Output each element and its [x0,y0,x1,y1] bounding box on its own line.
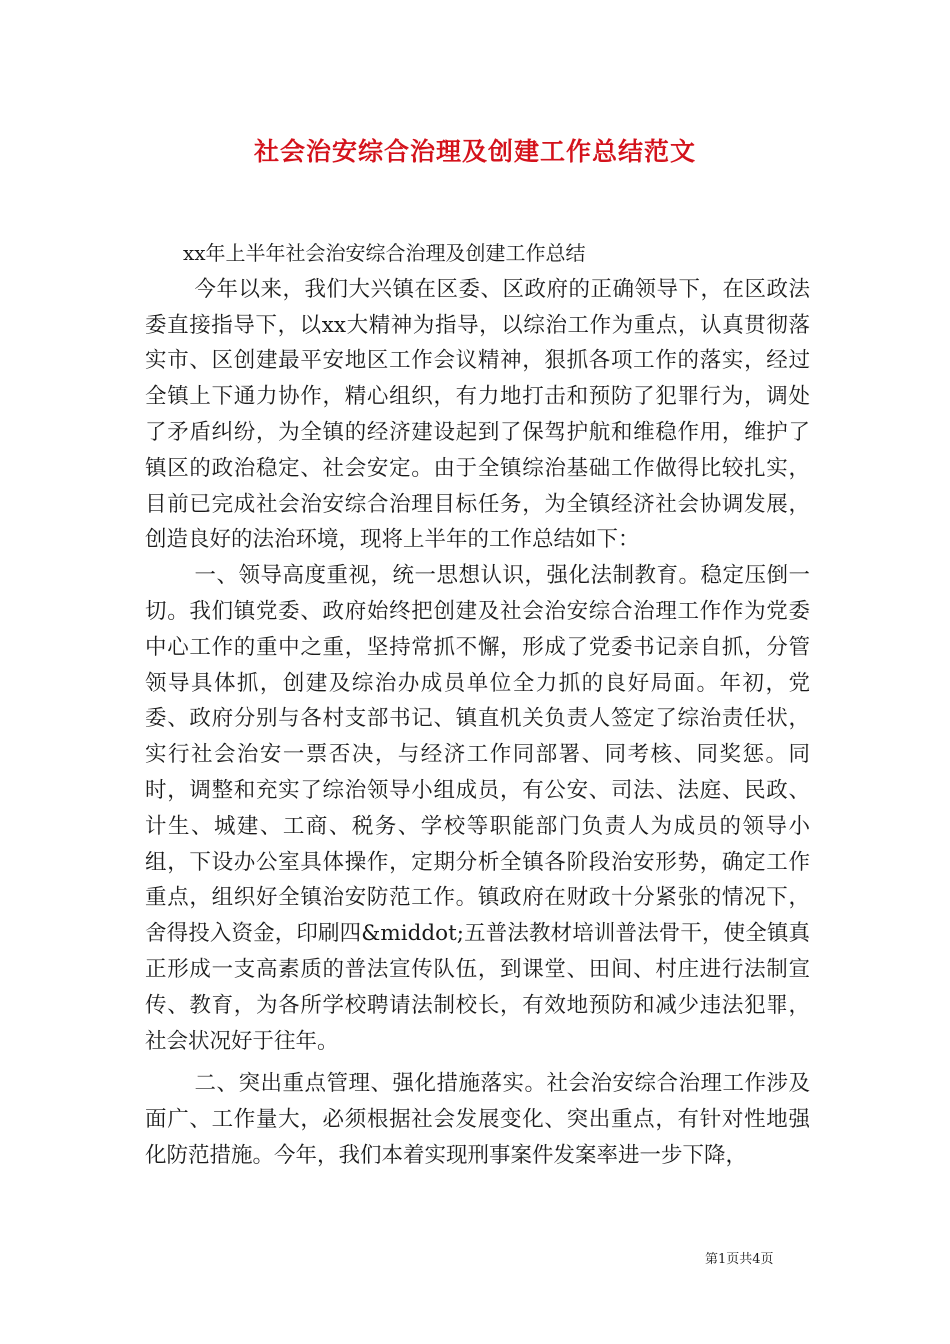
paragraph-intro: 今年以来，我们大兴镇在区委、区政府的正确领导下，在区政法委直接指导下，以xx大精神为指导，以综治工作为重点，认真贯彻落实市、区创建最平安地区工作会议精神，狠抓各项工作的落实，经过全镇上下通力协作，精心组织，有力地打击和预防了犯罪行为，调处了矛盾纠纷，为全镇的经济建设起到了保驾护航和维稳作用，维护了镇区的政治稳定、社会安定。由于全镇综治基础工作做得比较扎实，目前已完成社会治安综合治理目标任务，为全镇经济社会协调发展，创造良好的法治环境，现将上半年的工作总结如下： [145,276,810,553]
paragraph-section-one: 一、领导高度重视，统一思想认识，强化法制教育。稳定压倒一切。我们镇党委、政府始终把创建及社会治安综合治理工作作为党委中心工作的重中之重，坚持常抓不懈，形成了党委书记亲自抓，分管领导具体抓，创建及综治办成员单位全力抓的良好局面。年初，党委、政府分别与各村支部书记、镇直机关负责人签定了综治责任状，实行社会治安一票否决，与经济工作同部署、同考核、同奖惩。同时，调整和充实了综治领导小组成员，有公安、司法、法庭、民政、计生、城建、工商、税务、学校等职能部门负责人为成员的领导小组，下设办公室具体操作，定期分析全镇各阶段治安形势，确定工作重点，组织好全镇治安防范工作。镇政府在财政十分紧张的情况下，舍得投入资金，印刷四&middot;五普法教材培训普法骨干，使全镇真正形成一支高素质的普法宣传队伍，到课堂、田间、村庄进行法制宣传、教育，为各所学校聘请法制校长，有效地预防和减少违法犯罪，社会状况好于往年。 [145,563,810,1054]
document-subtitle: xx年上半年社会治安综合治理及创建工作总结 [183,241,586,265]
document-title: 社会治安综合治理及创建工作总结范文 [253,137,696,166]
page-number: 第1页共4页 [705,1252,774,1267]
document-body [145,236,810,1174]
paragraph-section-two: 二、突出重点管理、强化措施落实。社会治安综合治理工作涉及面广、工作量大，必须根据社会发展变化、突出重点，有针对性地强化防范措施。今年，我们本着实现刑事案件发案率进一步下降， [145,1071,810,1168]
